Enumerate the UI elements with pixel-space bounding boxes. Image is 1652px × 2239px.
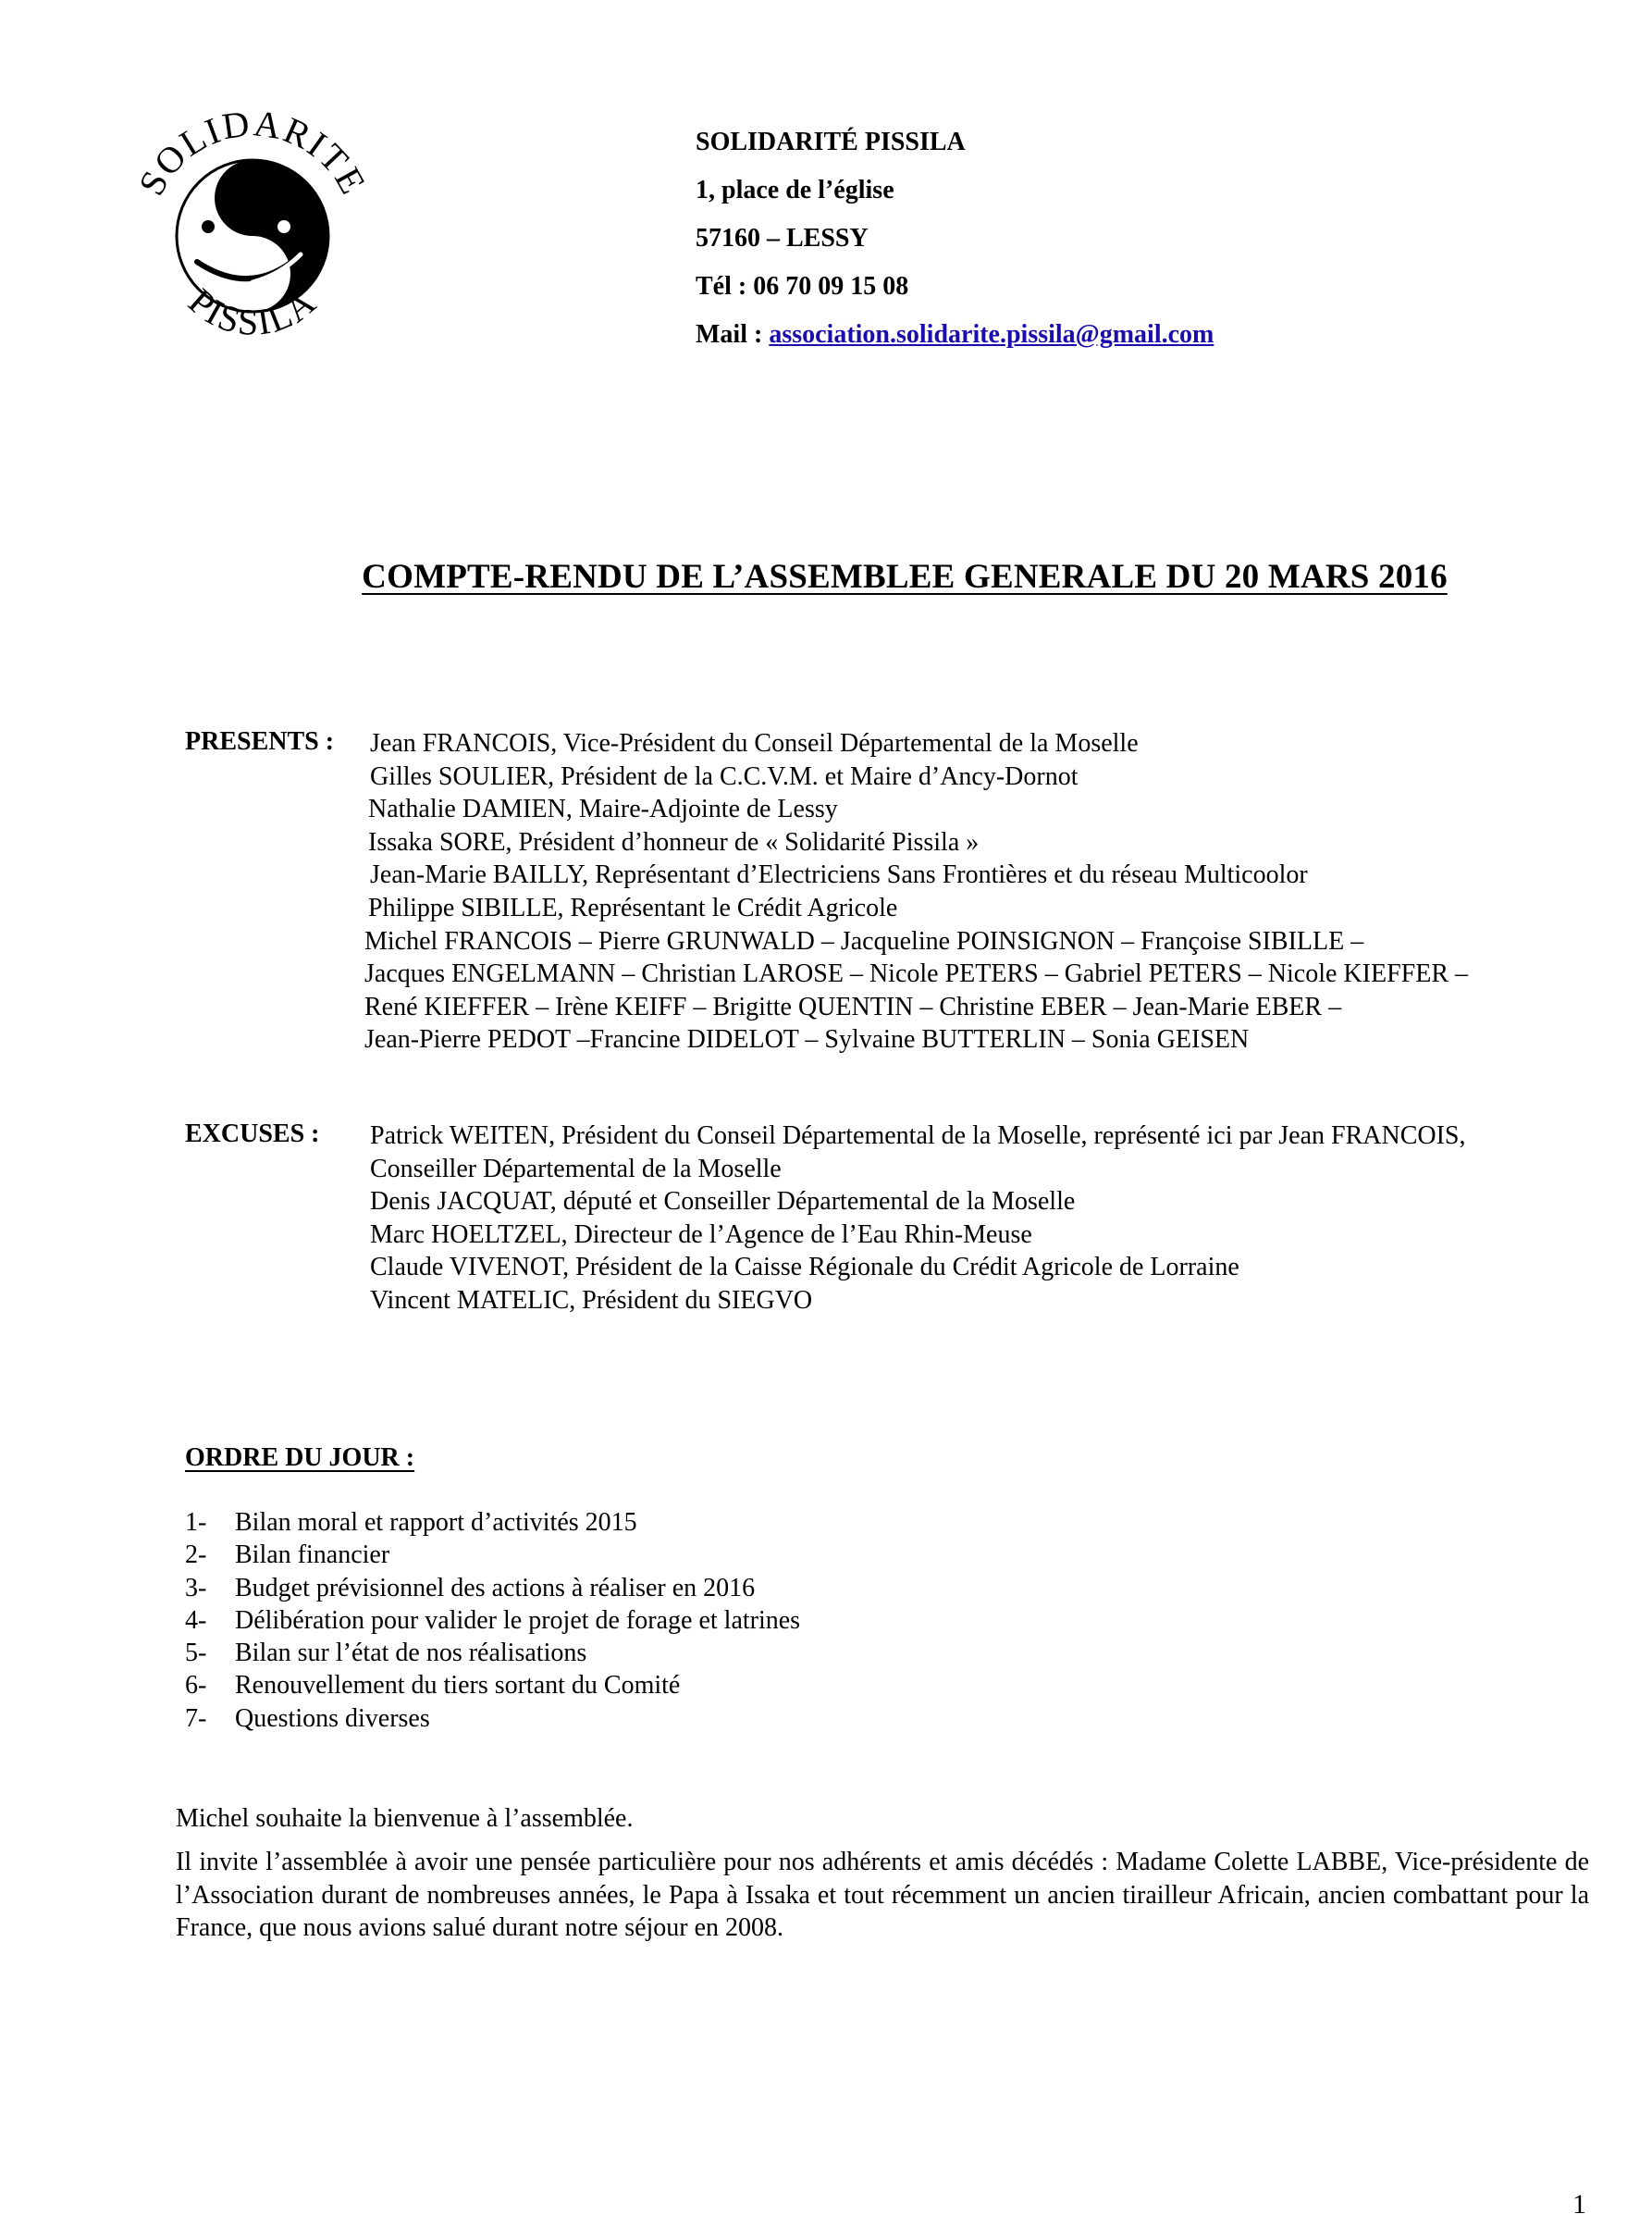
excuses-line: Marc HOELTZEL, Directeur de l’Agence de l’Eau Rhin-Meuse: [370, 1219, 1032, 1249]
agenda-text: Questions diverses: [235, 1703, 430, 1733]
agenda-text: Budget prévisionnel des actions à réaliser en 2016: [235, 1573, 756, 1602]
agenda-item: [185, 1637, 800, 1669]
agenda-heading: ORDRE DU JOUR :: [185, 1443, 415, 1472]
logo-top-text: SOLIDARITE: [129, 102, 376, 203]
agenda-item: [185, 1604, 800, 1637]
agenda-number: 2-: [185, 1540, 207, 1570]
logo-bottom-text: PISSILA: [180, 279, 325, 344]
mail-label: Mail :: [696, 320, 763, 349]
agenda-text: Bilan financier: [235, 1540, 390, 1570]
welcome-paragraph: Michel souhaite la bienvenue à l’assemblée.: [176, 1804, 634, 1833]
excuses-line: Claude VIVENOT, Président de la Caisse Régionale du Crédit Agricole de Lorraine: [370, 1253, 1239, 1282]
excuses-list: [370, 1120, 1466, 1317]
mail-link[interactable]: association.solidarite.pissila@gmail.com: [769, 320, 1214, 349]
agenda-text: Bilan moral et rapport d’activités 2015: [235, 1508, 637, 1537]
agenda-item: [185, 1669, 800, 1701]
org-name: SOLIDARITÉ PISSILA: [696, 128, 966, 156]
logo: [116, 97, 384, 356]
agenda-number: 3-: [185, 1573, 207, 1602]
excuses-label: EXCUSES :: [185, 1120, 320, 1148]
presents-line: Jacques ENGELMANN – Christian LAROSE – Nicole PETERS – Gabriel PETERS – Nicole KIEFFER –: [364, 959, 1469, 989]
agenda-number: 6-: [185, 1671, 207, 1701]
presents-list: [364, 727, 1469, 1057]
presents-line: Gilles SOULIER, Président de la C.C.V.M. et Maire d’Ancy-Dornot: [370, 761, 1079, 791]
presents-line: Philippe SIBILLE, Représentant le Crédit Agricole: [368, 893, 898, 922]
agenda-item: [185, 1572, 800, 1604]
address-line-1: 1, place de l’église: [696, 176, 894, 204]
address-line-2: 57160 – LESSY: [696, 224, 869, 253]
agenda-number: 7-: [185, 1703, 207, 1733]
presents-line: Jean-Marie BAILLY, Représentant d’Electriciens Sans Frontières et du réseau Multicoolor: [370, 860, 1308, 890]
page-number: 1: [1572, 2189, 1586, 2220]
telephone: Tél : 06 70 09 15 08: [696, 272, 909, 301]
agenda-item: [185, 1506, 800, 1539]
page-title: [0, 557, 1652, 597]
excuses-line: Vincent MATELIC, Président du SIEGVO: [370, 1285, 813, 1315]
agenda-item: [185, 1539, 800, 1571]
presents-line: Michel FRANCOIS – Pierre GRUNWALD – Jacqueline POINSIGNON – Françoise SIBILLE –: [364, 926, 1364, 956]
letterhead: [696, 118, 1214, 359]
yin-yang-smiley-icon: [116, 97, 384, 356]
mail-line: [696, 311, 1214, 359]
agenda-number: 1-: [185, 1508, 207, 1537]
presents-line: Jean FRANCOIS, Vice-Président du Conseil Départemental de la Moselle: [370, 729, 1139, 758]
presents-label: PRESENTS :: [185, 727, 335, 756]
presents-line: Jean-Pierre PEDOT –Francine DIDELOT – Sylvaine BUTTERLIN – Sonia GEISEN: [364, 1025, 1250, 1055]
agenda-text: Renouvellement du tiers sortant du Comité: [235, 1671, 681, 1701]
presents-line: Nathalie DAMIEN, Maire-Adjointe de Lessy: [368, 795, 838, 824]
title-text: COMPTE-RENDU DE L’ASSEMBLEE GENERALE DU 20 MARS 2016: [362, 558, 1448, 596]
excuses-line: Patrick WEITEN, Président du Conseil Départemental de la Moselle, représenté ici par Jean FRANCOIS,: [370, 1121, 1466, 1150]
tribute-paragraph: Il invite l’assemblée à avoir une pensée particulière pour nos adhérents et amis décédés : Madame Colette LABBE, Vice-présidente de l’Association durant de nombreuses années, le Papa à Issaka et tout récemment un ancien tirailleur Africain, ancien combattant pour la France, que nous avions salué durant notre séjour en 2008.: [176, 1848, 1589, 1943]
excuses-line: Conseiller Départemental de la Moselle: [370, 1154, 782, 1183]
agenda-number: 4-: [185, 1605, 207, 1635]
agenda-item: [185, 1702, 800, 1735]
presents-line: Issaka SORE, Président d’honneur de « Solidarité Pissila »: [368, 827, 980, 857]
presents-line: René KIEFFER – Irène KEIFF – Brigitte QUENTIN – Christine EBER – Jean-Marie EBER –: [364, 992, 1342, 1021]
agenda-text: Délibération pour valider le projet de forage et latrines: [235, 1605, 801, 1635]
agenda-list: [185, 1506, 800, 1735]
excuses-line: Denis JACQUAT, député et Conseiller Départemental de la Moselle: [370, 1187, 1076, 1217]
agenda-number: 5-: [185, 1639, 207, 1668]
agenda-text: Bilan sur l’état de nos réalisations: [235, 1639, 587, 1668]
